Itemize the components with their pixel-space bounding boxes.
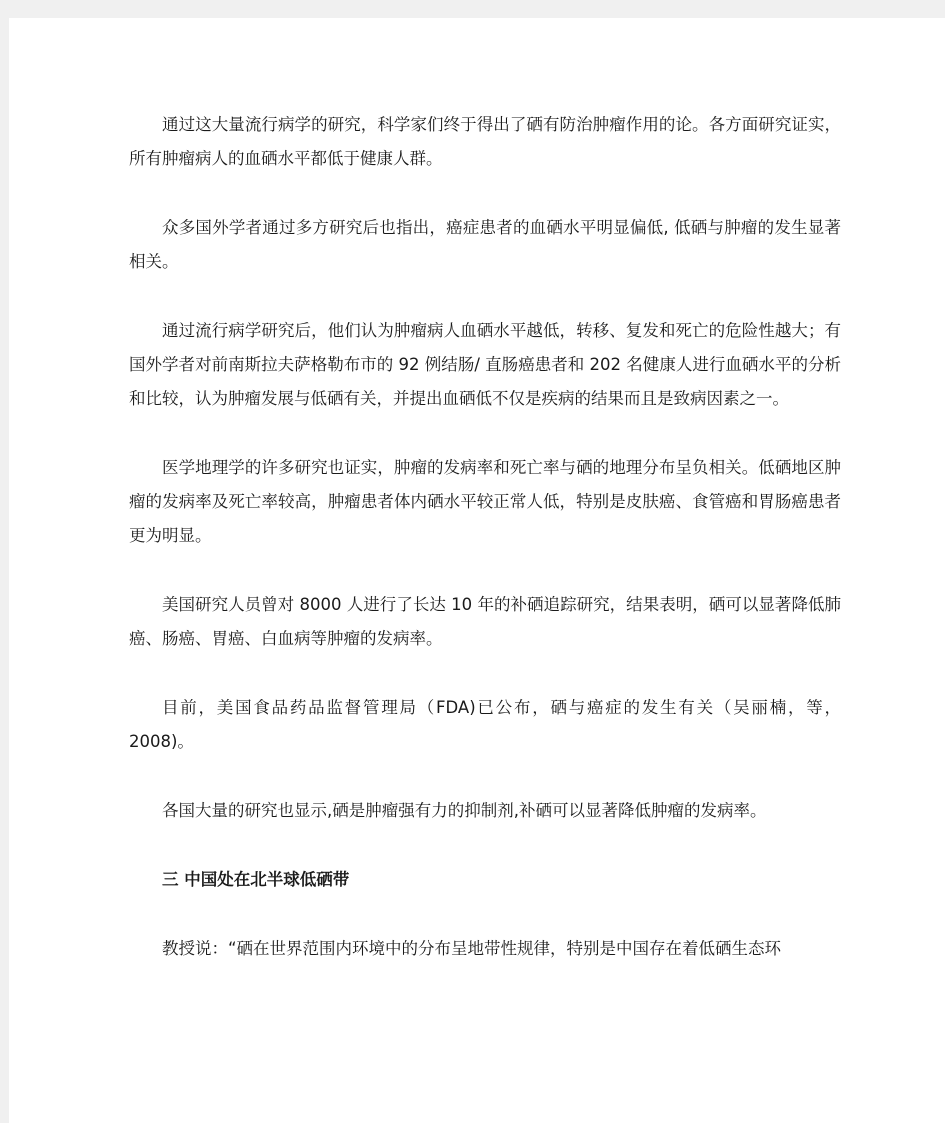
paragraph-1: 通过这大量流行病学的研究，科学家们终于得出了硒有防治肿瘤作用的论。各方面研究证实，所有肿瘤病人的血硒水平都低于健康人群。 xyxy=(129,115,841,168)
paragraph-8: 教授说：“硒在世界范围内环境中的分布呈地带性规律，特别是中国存在着低硒生态环 xyxy=(162,939,782,958)
section-heading: 三 中国处在北半球低硒带 xyxy=(162,870,350,889)
paragraph-7: 各国大量的研究也显示,硒是肿瘤强有力的抑制剂,补硒可以显著降低肿瘤的发病率。 xyxy=(162,801,767,820)
paragraph-5: 美国研究人员曾对 8000 人进行了长达 10 年的补硒追踪研究，结果表明，硒可以显著降低肺癌、肠癌、胃癌、白血病等肿瘤的发病率。 xyxy=(129,595,841,648)
document-body xyxy=(129,108,841,1001)
paragraph-4: 医学地理学的许多研究也证实，肿瘤的发病率和死亡率与硒的地理分布呈负相关。低硒地区肿瘤的发病率及死亡率较高，肿瘤患者体内硒水平较正常人低，特别是皮肤癌、食管癌和胃肠癌患者更为明显。 xyxy=(129,458,841,545)
paragraph-6: 目前，美国食品药品监督管理局（FDA)已公布，硒与癌症的发生有关（吴丽楠，等，2008)。 xyxy=(129,698,841,751)
document-page xyxy=(9,18,945,1123)
paragraph-2: 众多国外学者通过多方研究后也指出，癌症患者的血硒水平明显偏低, 低硒与肿瘤的发生显著相关。 xyxy=(129,218,841,271)
paragraph-3: 通过流行病学研究后，他们认为肿瘤病人血硒水平越低，转移、复发和死亡的危险性越大；有国外学者对前南斯拉夫萨格勒布市的 92 例结肠/ 直肠癌患者和 202 名健康人进行血硒水平的分析和比较，认为肿瘤发展与低硒有关，并提出血硒低不仅是疾病的结果而且是致病因素之一。 xyxy=(129,321,841,408)
